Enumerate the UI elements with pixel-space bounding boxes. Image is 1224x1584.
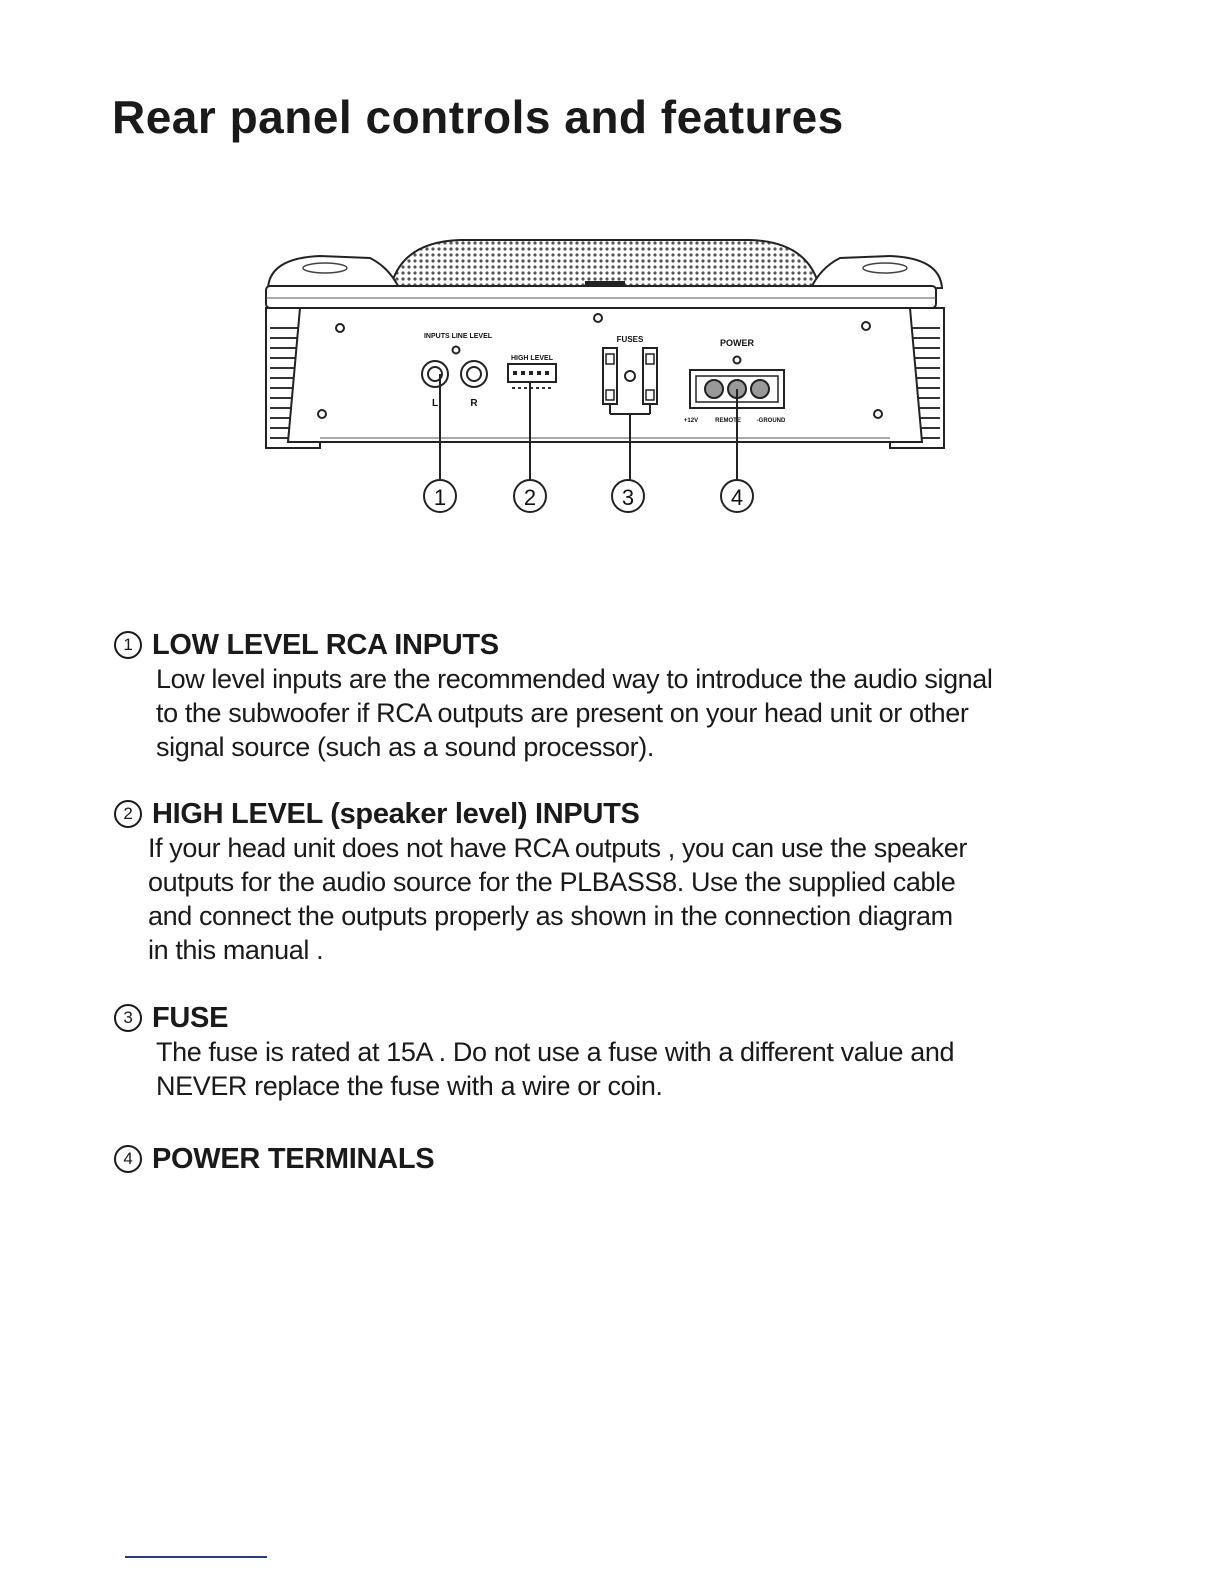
section-body — [114, 1035, 1154, 1103]
section-title: LOW LEVEL RCA INPUTS — [152, 628, 499, 661]
section-low-level-rca-inputs — [114, 628, 1154, 764]
rca-left-jack — [422, 361, 448, 387]
svg-text:2: 2 — [523, 485, 537, 510]
body-line: If your head unit does not have RCA outputs , you can use the speaker — [148, 833, 967, 863]
ground-label: -GROUND — [756, 418, 786, 424]
body-line: to the subwoofer if RCA outputs are present on your head unit or other — [156, 698, 969, 728]
section-power-terminals — [114, 1142, 1154, 1176]
rear-panel-diagram — [250, 228, 960, 528]
section-heading — [114, 1142, 1154, 1176]
body-line: signal source (such as a sound processor). — [156, 732, 654, 762]
page-title: Rear panel controls and features — [112, 91, 844, 143]
section-body — [114, 831, 1154, 967]
svg-text:3: 3 — [621, 485, 635, 510]
svg-text:1: 1 — [433, 485, 447, 510]
section-title: FUSE — [152, 1001, 229, 1034]
svg-text:4: 4 — [730, 485, 744, 510]
inputs-line-level-label: INPUTS LINE LEVEL — [423, 333, 493, 340]
remote-label: REMOTE — [715, 418, 741, 424]
power-label: POWER — [719, 338, 755, 348]
section-number: 3 — [114, 1004, 142, 1032]
callout-4 — [721, 480, 753, 512]
callout-1 — [424, 480, 456, 512]
plus12v-label: +12V — [683, 418, 699, 424]
section-number: 2 — [114, 800, 142, 828]
rca-right-label: R — [470, 398, 478, 409]
body-line: and connect the outputs properly as shown in the connection diagram — [148, 901, 953, 931]
section-number: 1 — [114, 631, 142, 659]
body-line: NEVER replace the fuse with a wire or coin. — [156, 1071, 663, 1101]
callout-3 — [612, 480, 644, 512]
high-level-label: HIGH LEVEL — [510, 355, 554, 362]
section-high-level-inputs — [114, 797, 1154, 967]
body-line: The fuse is rated at 15A . Do not use a fuse with a different value and — [156, 1037, 955, 1067]
section-heading — [114, 797, 1154, 831]
section-heading — [114, 628, 1154, 662]
section-heading — [114, 1001, 1154, 1035]
section-title: HIGH LEVEL (speaker level) INPUTS — [152, 797, 640, 830]
body-line: in this manual . — [148, 935, 324, 965]
section-number: 4 — [114, 1145, 142, 1173]
section-fuse — [114, 1001, 1154, 1103]
body-line: Low level inputs are the recommended way to introduce the audio signal — [156, 664, 993, 694]
rca-left-label: L — [431, 398, 439, 409]
callout-2 — [514, 480, 546, 512]
footer-rule — [125, 1556, 267, 1558]
body-line: outputs for the audio source for the PLBASS8. Use the supplied cable — [148, 867, 956, 897]
rca-right-jack — [461, 361, 487, 387]
section-title: POWER TERMINALS — [152, 1142, 435, 1175]
section-body — [114, 662, 1154, 764]
fuses-label: FUSES — [616, 335, 644, 344]
